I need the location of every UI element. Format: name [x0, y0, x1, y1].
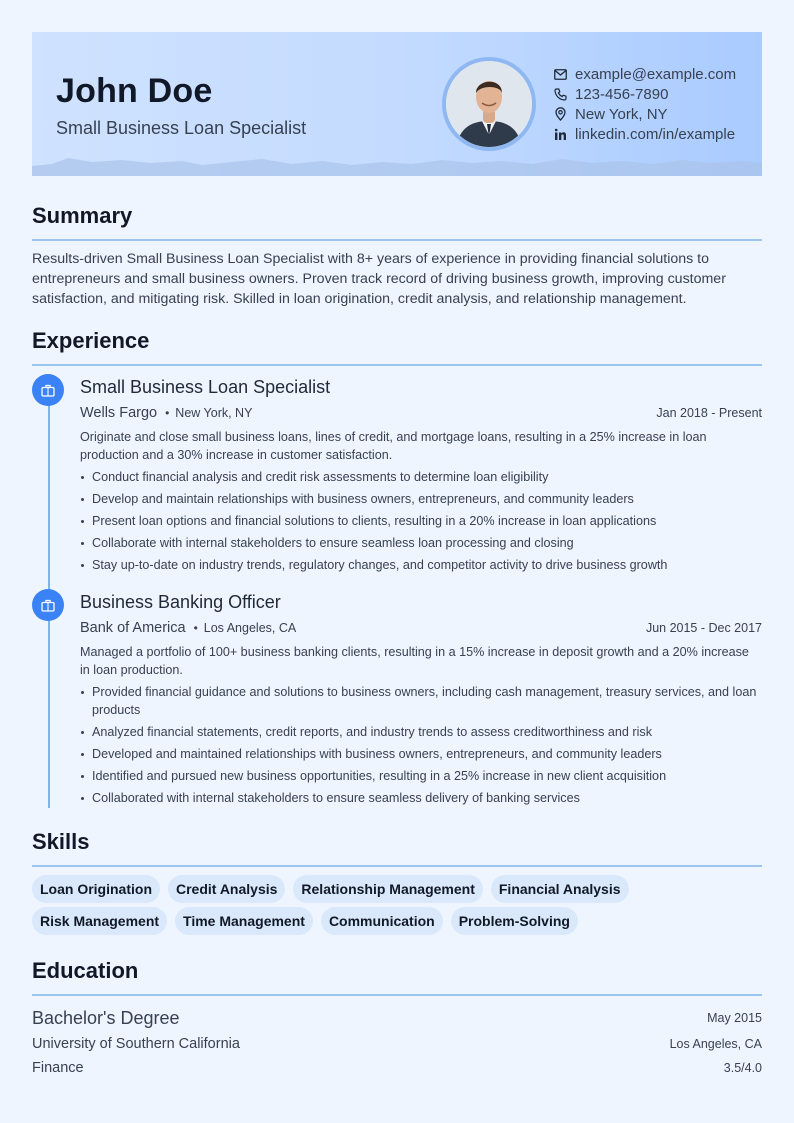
- linkedin-text: linkedin.com/in/example: [575, 125, 736, 143]
- education-divider: [32, 994, 762, 996]
- school-location: Los Angeles, CA: [669, 1037, 762, 1051]
- list-item: Collaborate with internal stakeholders to ensure seamless loan processing and closing: [80, 534, 762, 552]
- contact-email[interactable]: [552, 64, 736, 84]
- contact-info: [552, 64, 736, 144]
- skill-chip: Credit Analysis: [168, 875, 285, 903]
- resume-header: [32, 32, 762, 176]
- job-bullets: [80, 683, 762, 807]
- map-pin-icon: [552, 106, 568, 122]
- contact-linkedin[interactable]: [552, 124, 736, 144]
- degree-name: Bachelor's Degree: [32, 1007, 180, 1028]
- skills-divider: [32, 865, 762, 867]
- list-item: Conduct financial analysis and credit risk assessments to determine loan eligibility: [80, 468, 762, 486]
- job-marker-1: [32, 374, 64, 406]
- contact-location: [552, 104, 736, 124]
- school-name: University of Southern California: [32, 1036, 240, 1052]
- education-heading: Education: [32, 958, 139, 983]
- skills-row: [32, 875, 762, 903]
- job-meta: [80, 615, 762, 641]
- phone-icon: [552, 86, 568, 102]
- job-meta: [80, 400, 762, 426]
- field-of-study: Finance: [32, 1060, 84, 1076]
- phone-text: 123-456-7890: [575, 85, 669, 103]
- separator-dot: •: [165, 406, 170, 420]
- education-degree-row: [32, 1006, 762, 1030]
- skill-chip: Financial Analysis: [491, 875, 629, 903]
- company-name: Bank of America: [80, 620, 186, 636]
- job-entry: [80, 374, 762, 578]
- skill-chip: Problem-Solving: [451, 907, 578, 935]
- job-entry: [80, 589, 762, 811]
- list-item: Provided financial guidance and solutions to business owners, including cash management, treasury services, and loan products: [80, 683, 762, 719]
- job-description: Originate and close small business loans, lines of credit, and mortgage loans, resulting in a 25% increase in loan production and a 30% increase in customer satisfaction.: [80, 430, 707, 462]
- list-item: Developed and maintained relationships with business owners, entrepreneurs, and community leaders: [80, 745, 762, 763]
- skill-chip: Communication: [321, 907, 443, 935]
- job-title: Small Business Loan Specialist: [80, 377, 331, 397]
- profile-photo: [442, 57, 536, 151]
- briefcase-icon: [41, 384, 55, 397]
- list-item: Present loan options and financial solutions to clients, resulting in a 20% increase in loan applications: [80, 512, 762, 530]
- list-item: Stay up-to-date on industry trends, regulatory changes, and competitor activity to drive business growth: [80, 556, 762, 574]
- skill-chip: Relationship Management: [293, 875, 482, 903]
- job-dates: Jun 2015 - Dec 2017: [645, 621, 762, 635]
- list-item: Analyzed financial statements, credit reports, and industry trends to assess creditworthiness and risk: [80, 723, 762, 741]
- job-location: Los Angeles, CA: [203, 621, 297, 635]
- company-name: Wells Fargo: [80, 405, 158, 421]
- person-portrait-icon: [446, 61, 532, 147]
- decorative-wave: [32, 156, 762, 176]
- experience-heading: Experience: [32, 328, 150, 353]
- skills-heading: Skills: [32, 829, 90, 854]
- graduation-date: May 2015: [707, 1011, 762, 1025]
- job-dates: Jan 2018 - Present: [656, 406, 762, 420]
- skill-chip: Time Management: [175, 907, 313, 935]
- candidate-name: John Doe: [56, 72, 213, 110]
- skill-chip: Risk Management: [32, 907, 167, 935]
- briefcase-icon: [41, 599, 55, 612]
- summary-text: Results-driven Small Business Loan Specialist with 8+ years of experience in providing financial solutions to entrepreneurs and small business owners. Proven track record of driving business growth, improving customer satisfaction, and mitigating risk. Skilled in loan origination, credit analysis, and relationship management.: [32, 251, 726, 307]
- contact-phone[interactable]: [552, 84, 736, 104]
- experience-divider: [32, 364, 762, 366]
- education-field-row: [32, 1057, 762, 1079]
- job-location: New York, NY: [175, 406, 253, 420]
- summary-heading: Summary: [32, 203, 133, 228]
- linkedin-icon: [552, 126, 568, 142]
- location-text: New York, NY: [575, 105, 668, 123]
- summary-divider: [32, 239, 762, 241]
- education-school-row: [32, 1033, 762, 1055]
- email-text: example@example.com: [575, 65, 737, 83]
- list-item: Collaborated with internal stakeholders to ensure seamless delivery of banking services: [80, 789, 762, 807]
- skills-row: [32, 907, 762, 935]
- list-item: Identified and pursued new business opportunities, resulting in a 25% increase in new client acquisition: [80, 767, 762, 785]
- skills-list: [32, 875, 762, 939]
- job-description: Managed a portfolio of 100+ business banking clients, resulting in a 15% increase in deposit growth and a 20% increase in loan production.: [80, 645, 749, 677]
- candidate-title: Small Business Loan Specialist: [56, 118, 307, 138]
- separator-dot: •: [193, 621, 198, 635]
- list-item: Develop and maintain relationships with business owners, entrepreneurs, and community leaders: [80, 490, 762, 508]
- job-marker-2: [32, 589, 64, 621]
- gpa: 3.5/4.0: [723, 1061, 762, 1075]
- skill-chip: Loan Origination: [32, 875, 160, 903]
- job-title: Business Banking Officer: [80, 592, 281, 612]
- job-bullets: [80, 468, 762, 574]
- mail-icon: [552, 66, 568, 82]
